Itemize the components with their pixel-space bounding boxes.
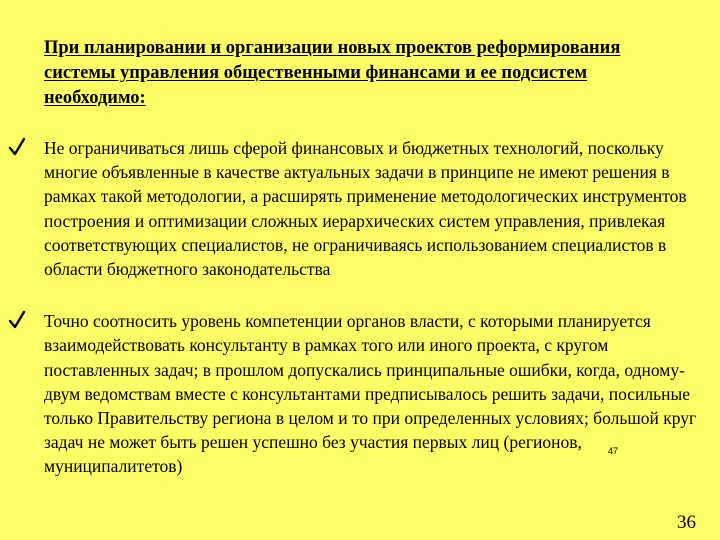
- checkmark-icon: [8, 136, 26, 158]
- bullet-text: Точно соотносить уровень компетенции органов власти, с которыми планируется взаимодействовать консультанту в рамках того или иного проекта, с кругом поставленных задач; в прошлом допускались принципальные ошибки, когда, одному-двум ведомствам вместе с консультантами предписывалось решить задачи, посильные только Правительству региона в целом и то при определенных условиях; большой круг задач не может быть решен успешно без участия первых лиц (регионов, муниципалитетов): [44, 311, 697, 477]
- checkmark-icon: [8, 309, 26, 331]
- slide-heading: При планировании и организации новых проектов реформирования системы управления общественными финансами и ее подсистем необходимо:: [44, 38, 621, 108]
- page-number: 36: [677, 512, 696, 533]
- bullet-item: [0, 136, 720, 281]
- bullet-text: Не ограничиваться лишь сферой финансовых и бюджетных технологий, поскольку многие объявленные в качестве актуальных задачи в принципе не имеют решения в рамках такой методологии, а расширять применение методологических инструментов построения и оптимизации сложных иерархических систем управления, привлекая соответствующих специалистов, не ограничиваясь использованием специалистов в области бюджетного законодательства: [44, 138, 687, 280]
- footnote-marker: 47: [608, 446, 619, 456]
